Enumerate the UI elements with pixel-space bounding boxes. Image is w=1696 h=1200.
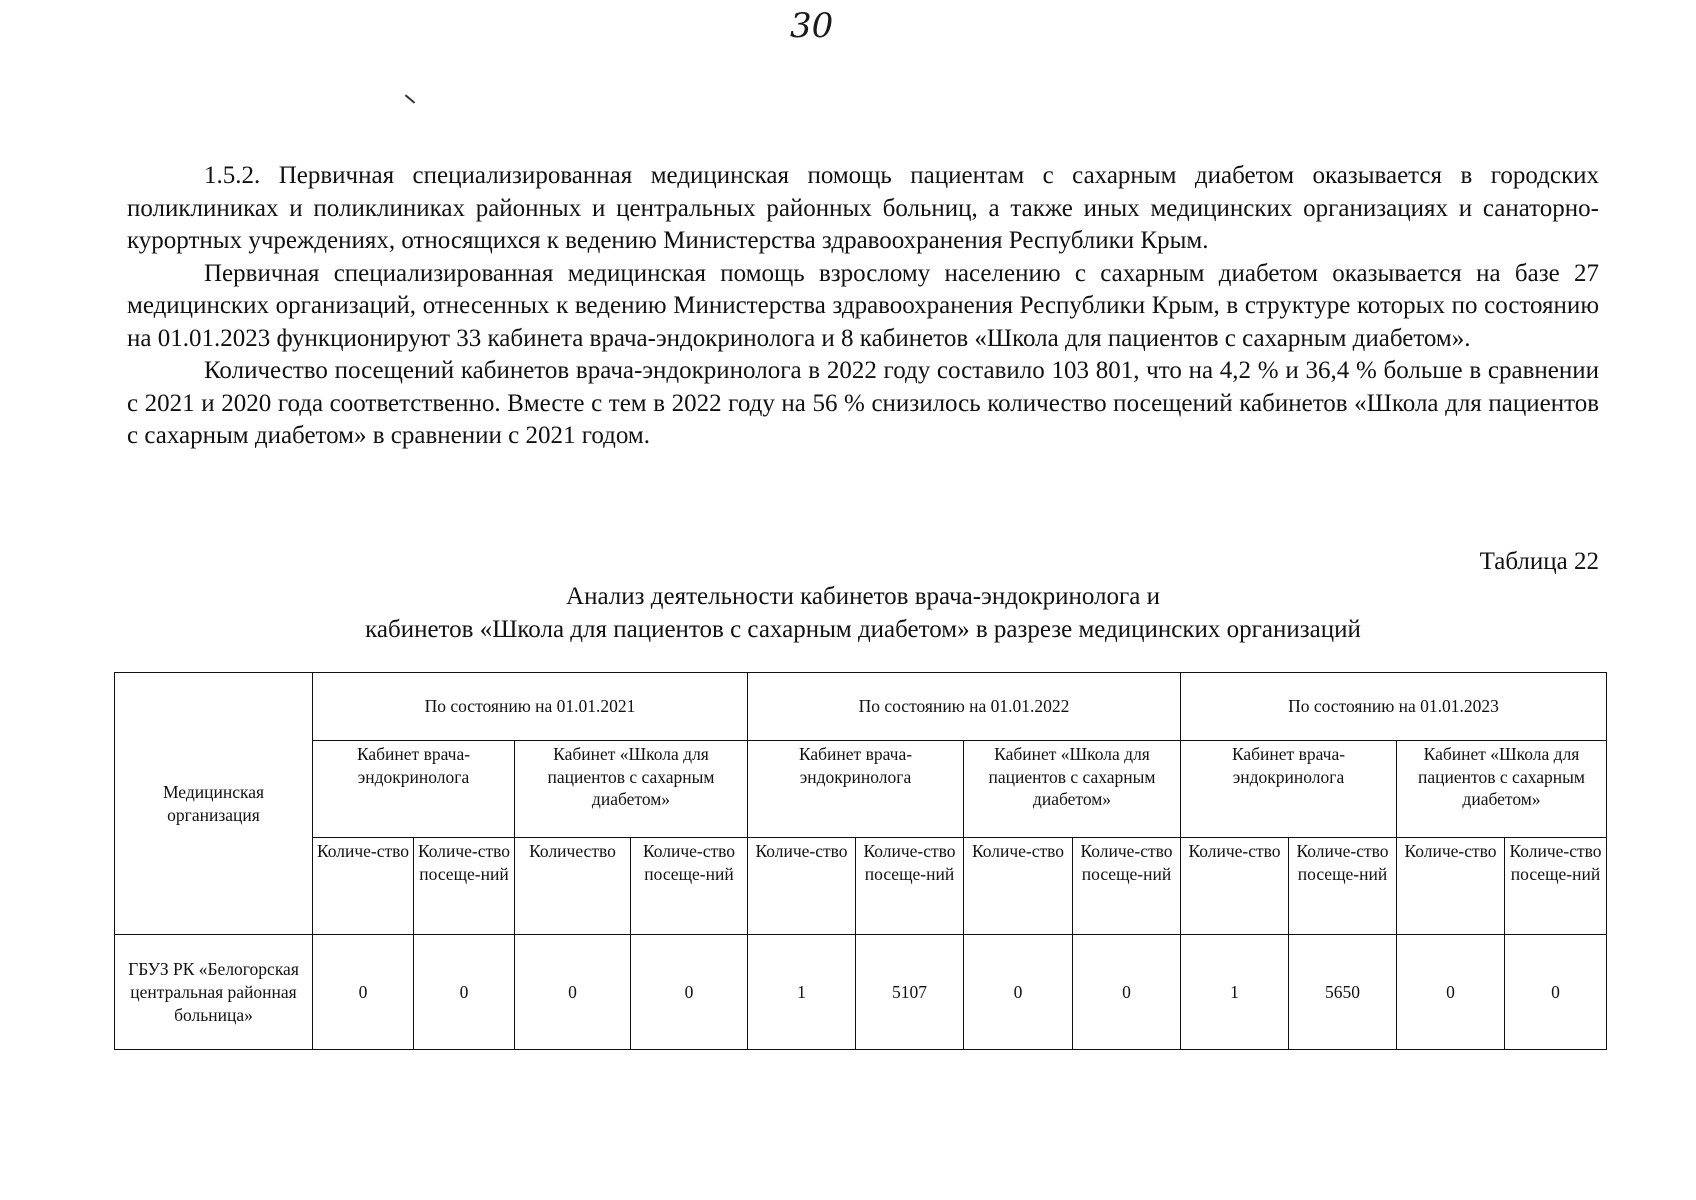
cabinet-type-header: Кабинет «Школа для пациентов с сахарным диабетом»: [964, 741, 1181, 838]
table-title-line-1: Анализ деятельности кабинетов врача-эндокринолога и: [566, 583, 1160, 610]
org-column-header: Медицинская организация: [115, 673, 313, 935]
table-row: [115, 935, 1607, 1050]
stray-mark: [405, 94, 415, 103]
paragraph-2: Первичная специализированная медицинская помощь взрослому населению с сахарным диабетом оказывается на базе 27 медицинских организаций, отнесенных к ведению Министерства здравоохранения Республики Крым, в структуре которых по состоянию на 01.01.2023 функционируют 33 кабинета врача-эндокринолога и 8 кабинетов «Школа для пациентов с сахарным диабетом».: [127, 259, 1599, 352]
table-cell: 0: [631, 935, 748, 1050]
table-cell: 0: [515, 935, 631, 1050]
page-number: 30: [790, 6, 834, 46]
column-header: Количе-ство посеще-ний: [414, 838, 515, 935]
period-header-2023: По состоянию на 01.01.2023: [1181, 673, 1607, 741]
column-header: Количе-ство: [1397, 838, 1505, 935]
paragraph-1: 1.5.2. Первичная специализированная медицинская помощь пациентам с сахарным диабетом оказывается в городских поликлиниках и поликлиниках районных и центральных районных больниц, а также иных медицинских организациях и санаторно-курортных учреждениях, относящихся к ведению Министерства здравоохранения Республики Крым.: [127, 162, 1599, 254]
period-header-2021: По состоянию на 01.01.2021: [313, 673, 748, 741]
cabinet-type-header: Кабинет «Школа для пациентов с сахарным диабетом»: [515, 741, 748, 838]
column-header: Количе-ство: [1181, 838, 1289, 935]
column-header: Количе-ство посеще-ний: [856, 838, 964, 935]
table-cell: 0: [1505, 935, 1607, 1050]
period-header-2022: По состоянию на 01.01.2022: [748, 673, 1181, 741]
column-header: Количе-ство посеще-ний: [631, 838, 748, 935]
table-title-line-2: кабинетов «Школа для пациентов с сахарным диабетом» в разрезе медицинских организаций: [365, 616, 1361, 643]
table-cell: 0: [313, 935, 414, 1050]
header-row-columns: [115, 838, 1607, 935]
cabinet-type-header: Кабинет врача-эндокринолога: [313, 741, 515, 838]
organization-name: ГБУЗ РК «Белогорская центральная районная больница»: [115, 935, 313, 1050]
paragraph-3: Количество посещений кабинетов врача-эндокринолога в 2022 году составило 103 801, что на 4,2 % и 36,4 % больше в сравнении с 2021 и 2020 года соответственно. Вместе с тем в 2022 году на 56 % снизилось количество посещений кабинетов «Школа для пациентов с сахарным диабетом» в сравнении с 2021 годом.: [127, 357, 1599, 449]
table-number: Таблица 22: [1479, 548, 1599, 575]
endocrinology-table: [114, 672, 1607, 1050]
table-cell: 0: [414, 935, 515, 1050]
column-header: Количе-ство: [748, 838, 856, 935]
cabinet-type-header: Кабинет врача-эндокринолога: [748, 741, 964, 838]
column-header: Количе-ство: [964, 838, 1073, 935]
table-cell: 0: [1073, 935, 1181, 1050]
column-header: Количе-ство посеще-ний: [1073, 838, 1181, 935]
column-header: Количество: [515, 838, 631, 935]
table-cell: 1: [748, 935, 856, 1050]
column-header: Количе-ство посеще-ний: [1505, 838, 1607, 935]
table-cell: 0: [1397, 935, 1505, 1050]
column-header: Количе-ство: [313, 838, 414, 935]
body-text: [127, 160, 1599, 453]
column-header: Количе-ство посеще-ний: [1289, 838, 1397, 935]
table-cell: 0: [964, 935, 1073, 1050]
table-title: [127, 580, 1599, 646]
header-row-cabinet-types: [115, 741, 1607, 838]
table-cell: 5650: [1289, 935, 1397, 1050]
header-row-periods: [115, 673, 1607, 741]
cabinet-type-header: Кабинет врача-эндокринолога: [1181, 741, 1397, 838]
cabinet-type-header: Кабинет «Школа для пациентов с сахарным диабетом»: [1397, 741, 1607, 838]
table-cell: 1: [1181, 935, 1289, 1050]
table-cell: 5107: [856, 935, 964, 1050]
